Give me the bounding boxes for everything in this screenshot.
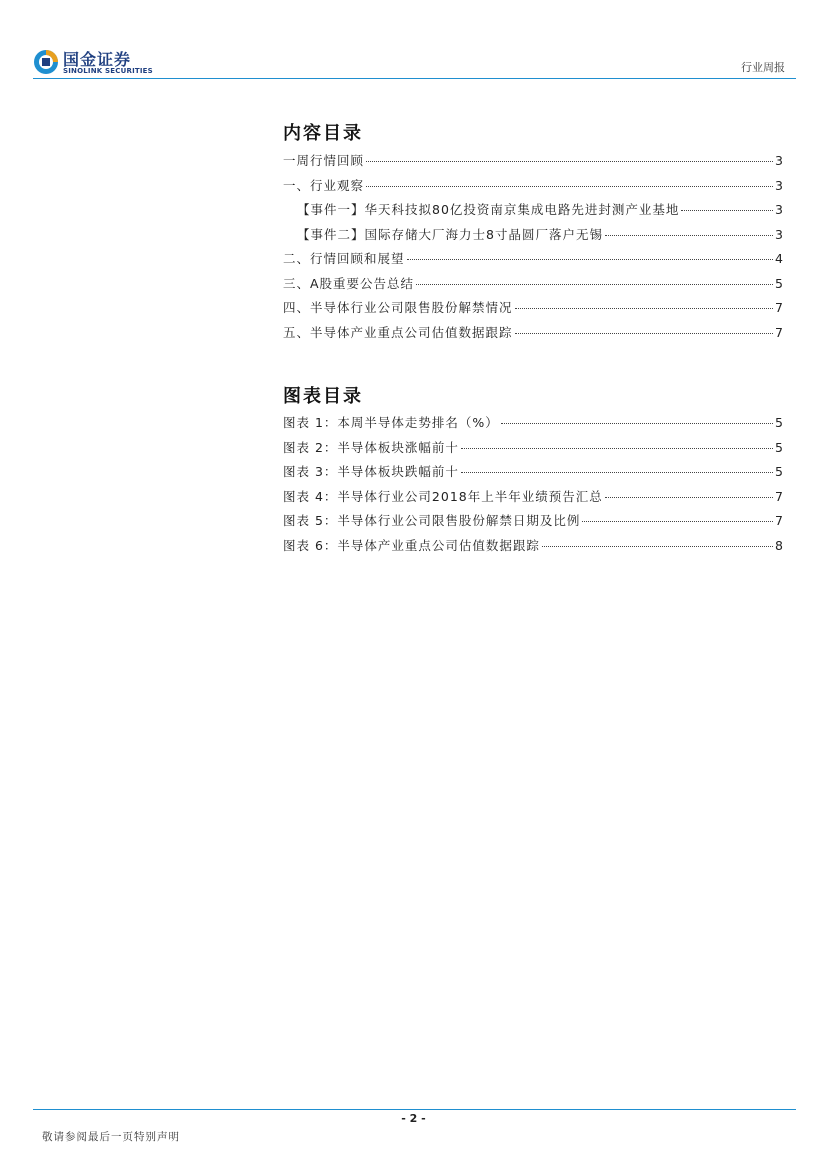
content-toc-list (283, 151, 783, 347)
disclaimer-note: 敬请参阅最后一页特别声明 (42, 1131, 180, 1143)
toc-dot-leader (542, 546, 773, 547)
toc-entry-label: 图表 6：半导体产业重点公司估值数据跟踪 (283, 537, 540, 553)
toc-entry-label: 一周行情回顾 (283, 153, 365, 168)
toc-dot-leader (605, 497, 773, 498)
company-logo (33, 47, 153, 79)
report-type: 行业周报 (741, 61, 785, 74)
figure-toc-title: 图表目录 (283, 386, 363, 407)
content-toc-entry[interactable] (283, 200, 783, 225)
toc-entry-page: 8 (775, 537, 783, 553)
toc-dot-leader (605, 235, 773, 236)
figure-toc-entry[interactable] (283, 413, 783, 438)
page-number: - 2 - (401, 1112, 426, 1125)
toc-entry-page: 5 (775, 439, 783, 455)
toc-dot-leader (461, 448, 773, 449)
toc-dot-leader (407, 259, 774, 260)
header-divider (33, 78, 796, 79)
content-toc-entry[interactable] (283, 274, 783, 299)
logo-english-name: SINOLINK SECURITIES (63, 67, 153, 75)
toc-entry-page: 7 (775, 324, 783, 340)
toc-entry-label: 图表 2：半导体板块涨幅前十 (283, 439, 459, 455)
logo-chinese-name: 国金证券 (63, 50, 132, 69)
toc-entry-label: 二、行情回顾和展望 (283, 251, 405, 266)
toc-entry-label: 图表 1：本周半导体走势排名（%） (283, 415, 499, 430)
toc-entry-page: 7 (775, 513, 783, 528)
figure-toc-entry[interactable] (283, 438, 783, 463)
toc-entry-page: 3 (775, 153, 783, 168)
toc-entry-page: 5 (775, 275, 783, 291)
toc-dot-leader (515, 308, 774, 309)
toc-dot-leader (515, 333, 774, 334)
toc-dot-leader (461, 472, 773, 473)
toc-entry-label: 一、行业观察 (283, 177, 365, 193)
toc-entry-label: 【事件一】华天科技拟80亿投资南京集成电路先进封测产业基地 (297, 202, 680, 217)
toc-entry-label: 图表 4：半导体行业公司2018年上半年业绩预告汇总 (283, 488, 603, 504)
footer-divider (33, 1109, 796, 1110)
toc-entry-page: 7 (775, 488, 783, 504)
figure-toc-entry[interactable] (283, 462, 783, 487)
toc-entry-page: 7 (775, 300, 783, 315)
content-toc-entry[interactable] (283, 176, 783, 201)
toc-entry-label: 图表 3：半导体板块跌幅前十 (283, 464, 459, 479)
figure-toc-entry[interactable] (283, 487, 783, 512)
figure-toc-entry[interactable] (283, 536, 783, 561)
toc-dot-leader (366, 161, 773, 162)
toc-dot-leader (416, 284, 773, 285)
content-toc-entry[interactable] (283, 249, 783, 274)
toc-entry-label: 三、A股重要公告总结 (283, 275, 415, 291)
toc-entry-label: 【事件二】国际存储大厂海力士8寸晶圆厂落户无锡 (297, 226, 603, 242)
toc-dot-leader (681, 210, 773, 211)
toc-dot-leader (582, 521, 773, 522)
content-toc-title: 内容目录 (283, 123, 363, 144)
toc-entry-page: 3 (775, 177, 783, 193)
toc-dot-leader (366, 186, 773, 187)
figure-toc-list (283, 413, 783, 560)
figure-toc-entry[interactable] (283, 511, 783, 536)
toc-entry-page: 5 (775, 464, 783, 479)
toc-entry-page: 5 (775, 415, 783, 430)
content-toc-entry[interactable] (283, 298, 783, 323)
toc-entry-page: 3 (775, 226, 783, 242)
toc-entry-label: 四、半导体行业公司限售股份解禁情况 (283, 300, 513, 315)
toc-entry-page: 3 (775, 202, 783, 217)
toc-entry-label: 图表 5：半导体行业公司限售股份解禁日期及比例 (283, 513, 581, 528)
toc-entry-label: 五、半导体产业重点公司估值数据跟踪 (283, 324, 513, 340)
toc-entry-page: 4 (775, 251, 783, 266)
logo-mark-icon (33, 49, 59, 75)
content-toc-entry[interactable] (283, 225, 783, 250)
toc-dot-leader (501, 423, 773, 424)
content-toc-entry[interactable] (283, 151, 783, 176)
content-toc-entry[interactable] (283, 323, 783, 348)
